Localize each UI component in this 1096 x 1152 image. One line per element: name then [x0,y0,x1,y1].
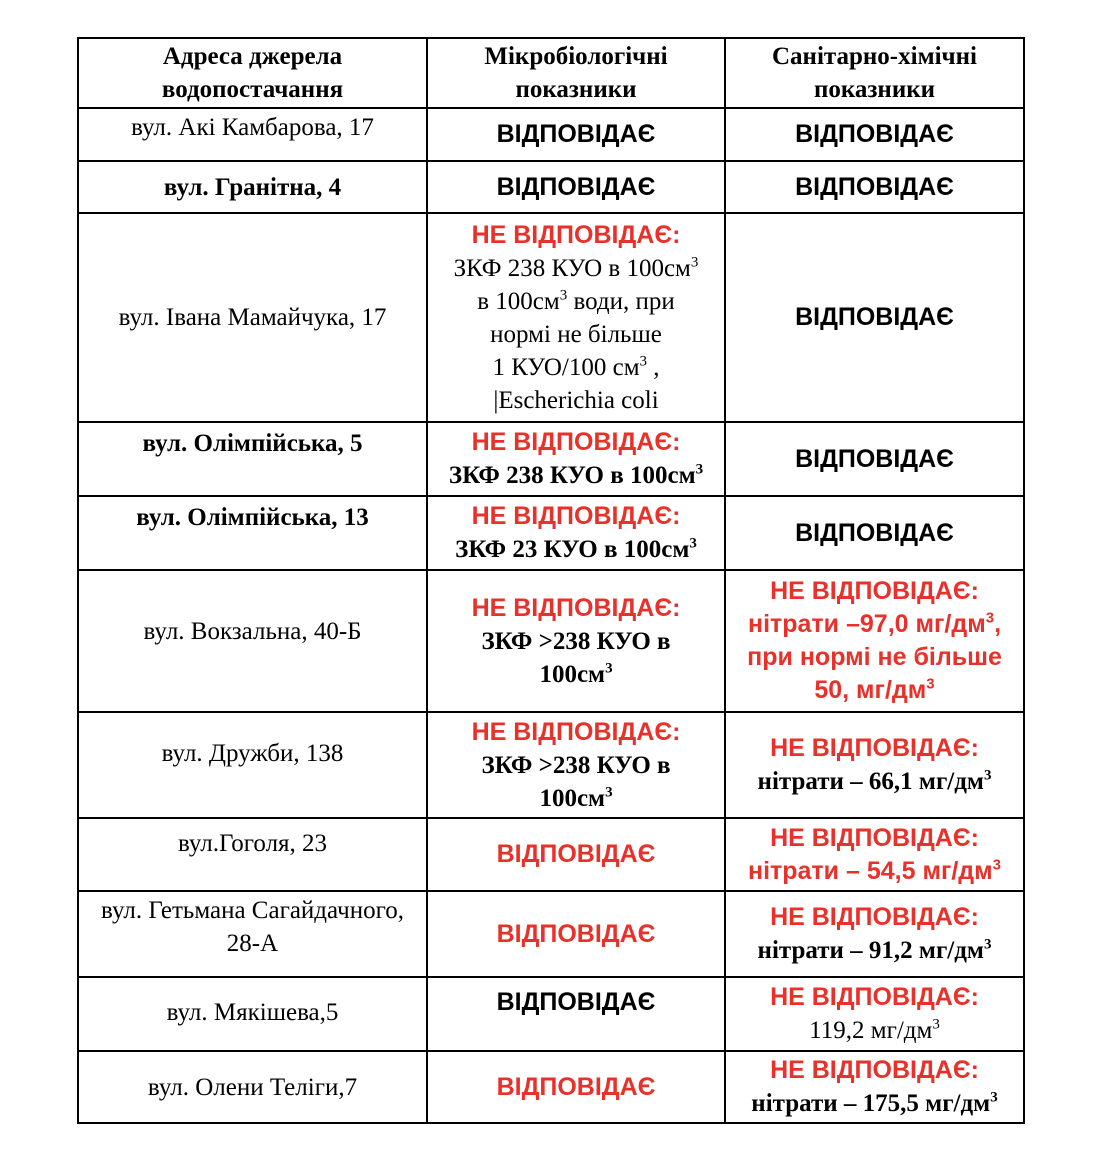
header-address: Адреса джерела водопостачання [78,38,427,108]
micro-status: НЕ ВІДПОВІДАЄ: [471,502,681,530]
address-cell: вул. Івана Мамайчука, 17 [78,213,427,422]
table-row [78,712,1024,818]
micro-detail-line: ЗКФ >238 КУО в [481,751,671,779]
micro-detail-line: ЗКФ >238 КУО в [481,627,671,655]
micro-detail-line: нормі не більше [490,320,662,348]
header-chem: Санітарно-хімічні показники [725,38,1024,108]
micro-cell: ВІДПОВІДАЄ [427,1051,725,1123]
chem-detail-line: нітрати – 175,5 $мг/дм^3$ [751,1089,998,1117]
chem-status: НЕ ВІДПОВІДАЄ: [770,983,979,1011]
chem-detail-line: нітрати – 54,5 $мг/дм^3$ [747,856,1002,885]
micro-detail-line: ЗКФ 238 КУО в $100см^3$ [453,254,699,282]
water-quality-table [77,37,1025,1124]
micro-status: НЕ ВІДПОВІДАЄ: [471,717,681,746]
micro-cell [427,712,725,818]
address-cell: вул. Олімпійська, 13 [78,496,427,570]
table-row [78,891,1024,977]
micro-status: НЕ ВІДПОВІДАЄ: [471,593,681,622]
table-row [78,570,1024,712]
chem-cell: ВІДПОВІДАЄ [725,496,1024,570]
chem-cell: ВІДПОВІДАЄ [725,213,1024,422]
micro-cell: ВІДПОВІДАЄ [427,818,725,891]
chem-cell: ВІДПОВІДАЄ [725,108,1024,161]
chem-cell [725,570,1024,712]
header-micro: Мікробіологічні показники [427,38,725,108]
micro-detail-line: в $100см^3$ води, при [477,287,675,315]
chem-detail-line: нітрати – 66,1 $мг/дм^3$ [757,767,992,795]
table-row [78,496,1024,570]
micro-detail-line: |Escherichia coli [493,386,659,414]
address-cell: вул. Мякішева,5 [78,977,427,1051]
chem-cell [725,712,1024,818]
chem-status: НЕ ВІДПОВІДАЄ: [770,577,979,605]
address-cell: вул. Олімпійська, 5 [78,422,427,496]
micro-status: НЕ ВІДПОВІДАЄ: [471,220,681,249]
micro-cell: ВІДПОВІДАЄ [427,161,725,213]
micro-detail-line: 1 КУО/100 $см^3$ , [492,353,660,381]
micro-detail-line: ЗКФ 238 КУО в $100см^3$ [448,461,704,489]
chem-status: НЕ ВІДПОВІДАЄ: [770,823,979,852]
table-row [78,818,1024,891]
micro-cell [427,496,725,570]
table-row [78,213,1024,422]
micro-cell: ВІДПОВІДАЄ [427,108,725,161]
chem-cell [725,818,1024,891]
address-cell: вул. Олени Теліги,7 [78,1051,427,1123]
chem-cell [725,1051,1024,1123]
address-cell: вул. Гранітна, 4 [78,161,427,213]
address-cell: вул. Гетьмана Сагайдачного, 28-А [78,891,427,977]
micro-detail-line: $100см^3$ [539,660,613,688]
header-row [78,38,1024,108]
table-row [78,1051,1024,1123]
chem-cell [725,977,1024,1051]
micro-cell: ВІДПОВІДАЄ [427,977,725,1051]
top-cutoff-text [0,0,1096,10]
micro-cell [427,422,725,496]
table-row [78,108,1024,161]
chem-detail-line: нітрати –97,0 $мг/дм^3$, [747,609,1002,638]
table-row [78,422,1024,496]
chem-detail-line: при нормі не більше [747,643,1002,671]
address-cell: вул.Гоголя, 23 [78,818,427,891]
micro-cell: ВІДПОВІДАЄ [427,891,725,977]
micro-detail-line: $100см^3$ [539,784,613,812]
address-cell: вул. Вокзальна, 40-Б [78,570,427,712]
micro-cell [427,213,725,422]
chem-cell: ВІДПОВІДАЄ [725,161,1024,213]
chem-status: НЕ ВІДПОВІДАЄ: [770,903,979,931]
chem-cell: ВІДПОВІДАЄ [725,422,1024,496]
address-cell: вул. Дружби, 138 [78,712,427,818]
micro-cell [427,570,725,712]
micro-status: НЕ ВІДПОВІДАЄ: [471,428,681,456]
chem-status: НЕ ВІДПОВІДАЄ: [770,734,979,762]
chem-cell [725,891,1024,977]
table-row [78,161,1024,213]
micro-detail-line: ЗКФ 23 КУО в $100см^3$ [455,535,697,563]
address-cell: вул. Акі Камбарова, 17 [78,108,427,161]
table-row [78,977,1024,1051]
chem-status: НЕ ВІДПОВІДАЄ: [770,1056,979,1084]
chem-detail-line: 50, $мг/дм^3$ [814,675,935,704]
chem-detail-line: 119,2 $мг/дм^3$ [809,1016,940,1044]
chem-detail-line: нітрати – 91,2 $мг/дм^3$ [757,936,992,964]
